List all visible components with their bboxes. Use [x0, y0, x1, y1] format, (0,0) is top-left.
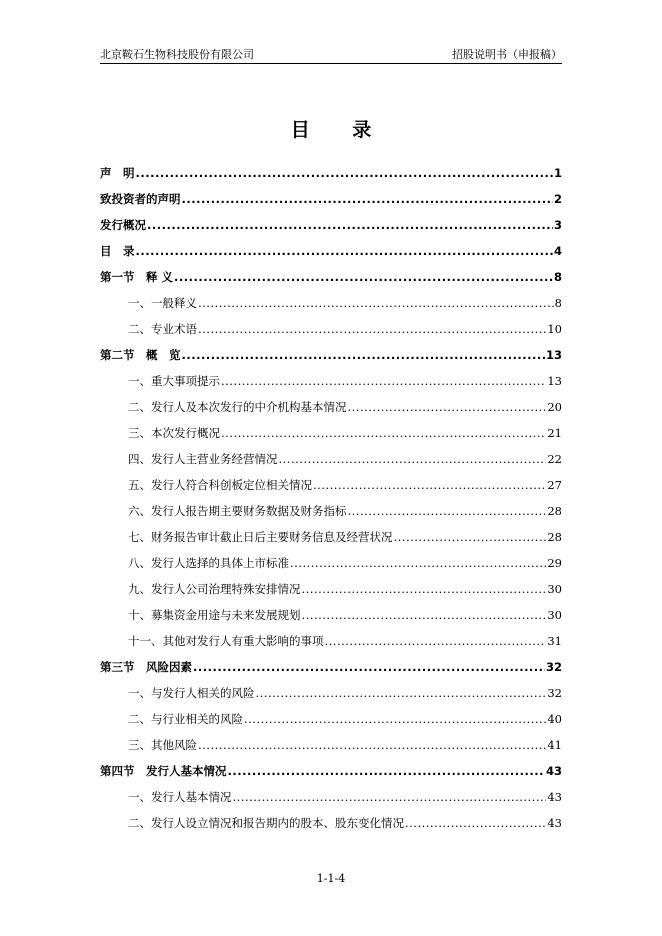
toc-entry-label: 第三节 风险因素: [100, 660, 192, 674]
toc-entry-label: 发行概况: [100, 218, 146, 232]
toc-entry-label: 一、发行人基本情况: [128, 790, 232, 804]
toc-entry-page: 20: [547, 400, 562, 414]
toc-entry-page: 2: [553, 192, 562, 206]
toc-dot-leader: [193, 657, 545, 677]
toc-entry[interactable]: [100, 761, 562, 787]
toc-dot-leader: [221, 371, 546, 391]
toc-entry-label: 声 明: [100, 166, 135, 180]
toc-entry-label: 目 录: [100, 244, 135, 258]
toc-entry-page: 13: [547, 374, 562, 388]
toc-entry[interactable]: [100, 631, 562, 657]
toc-entry-page: 28: [547, 530, 562, 544]
toc-entry-page: 30: [547, 582, 562, 596]
toc-entry[interactable]: [100, 735, 562, 761]
toc-entry-label: 十、募集资金用途与未来发展规划: [128, 608, 301, 622]
toc-entry-page: 3: [553, 218, 562, 232]
toc-entry-label: 二、发行人设立情况和报告期内的股本、股东变化情况: [128, 816, 404, 830]
toc-dot-leader: [244, 709, 546, 729]
toc-dot-leader: [221, 423, 546, 443]
toc-entry-page: 10: [547, 322, 562, 336]
toc-entry[interactable]: [100, 709, 562, 735]
toc-entry-label: 十一、其他对发行人有重大影响的事项: [128, 634, 324, 648]
toc-entry[interactable]: [100, 267, 562, 293]
header-doc-type: 招股说明书（申报稿）: [452, 48, 562, 61]
toc-entry-page: 28: [547, 504, 562, 518]
toc-entry[interactable]: [100, 449, 562, 475]
toc-dot-leader: [302, 605, 547, 625]
toc-entry[interactable]: [100, 527, 562, 553]
toc-entry-page: 32: [545, 660, 562, 674]
toc-entry[interactable]: [100, 501, 562, 527]
toc-entry-page: 29: [547, 556, 562, 570]
toc-dot-leader: [198, 735, 546, 755]
toc-entry-page: 27: [547, 478, 562, 492]
toc-entry-page: 8: [553, 270, 562, 284]
toc-entry[interactable]: [100, 683, 562, 709]
toc-entry-page: 13: [545, 348, 562, 362]
header-company: 北京鞍石生物科技股份有限公司: [100, 48, 254, 61]
toc-dot-leader: [394, 527, 547, 547]
toc-dot-leader: [325, 631, 547, 651]
toc-entry-page: 43: [547, 816, 562, 830]
toc-dot-leader: [147, 215, 553, 235]
toc-entry[interactable]: [100, 215, 562, 241]
toc-entry[interactable]: [100, 345, 562, 371]
toc-entry-label: 一、一般释义: [128, 296, 197, 310]
toc-entry[interactable]: [100, 813, 562, 839]
toc-entry[interactable]: [100, 163, 562, 189]
page-title: 目 录: [290, 119, 390, 141]
toc-entry-label: 三、本次发行概况: [128, 426, 220, 440]
toc-entry[interactable]: [100, 293, 562, 319]
toc-dot-leader: [279, 449, 547, 469]
toc-entry[interactable]: [100, 605, 562, 631]
toc-entry-label: 第四节 发行人基本情况: [100, 764, 227, 778]
page-header: [100, 48, 562, 64]
toc-entry-label: 八、发行人选择的具体上市标准: [128, 556, 289, 570]
toc-dot-leader: [302, 579, 547, 599]
toc-entry[interactable]: [100, 787, 562, 813]
toc-entry-page: 41: [547, 738, 562, 752]
toc-dot-leader: [198, 319, 546, 339]
toc-entry-label: 致投资者的声明: [100, 192, 181, 206]
toc-dot-leader: [313, 475, 546, 495]
toc-entry[interactable]: [100, 657, 562, 683]
toc-entry-page: 32: [547, 686, 562, 700]
toc-entry[interactable]: [100, 319, 562, 345]
toc-dot-leader: [198, 293, 554, 313]
toc-entry-page: 31: [547, 634, 562, 648]
toc-dot-leader: [228, 761, 545, 781]
toc-entry[interactable]: [100, 475, 562, 501]
toc-entry[interactable]: [100, 371, 562, 397]
toc-entry-page: 43: [547, 790, 562, 804]
table-of-contents: [100, 163, 562, 839]
toc-entry-label: 一、重大事项提示: [128, 374, 220, 388]
toc-entry-page: 22: [547, 452, 562, 466]
toc-entry-page: 21: [547, 426, 562, 440]
toc-dot-leader: [256, 683, 547, 703]
toc-dot-leader: [348, 501, 547, 521]
toc-dot-leader: [405, 813, 546, 833]
toc-dot-leader: [136, 163, 553, 183]
toc-dot-leader: [290, 553, 546, 573]
toc-entry[interactable]: [100, 189, 562, 215]
toc-entry-page: 4: [553, 244, 562, 258]
toc-entry-label: 四、发行人主营业务经营情况: [128, 452, 278, 466]
toc-dot-leader: [136, 241, 553, 261]
toc-dot-leader: [182, 189, 553, 209]
toc-entry-label: 七、财务报告审计截止日后主要财务信息及经营状况: [128, 530, 393, 544]
toc-dot-leader: [182, 345, 545, 365]
toc-entry-page: 1: [553, 166, 562, 180]
toc-entry[interactable]: [100, 553, 562, 579]
toc-entry-label: 九、发行人公司治理特殊安排情况: [128, 582, 301, 596]
toc-entry[interactable]: [100, 241, 562, 267]
toc-dot-leader: [174, 267, 553, 287]
toc-entry-label: 一、与发行人相关的风险: [128, 686, 255, 700]
toc-entry-label: 二、与行业相关的风险: [128, 712, 243, 726]
toc-entry-page: 8: [554, 296, 562, 310]
toc-dot-leader: [233, 787, 547, 807]
toc-entry-label: 五、发行人符合科创板定位相关情况: [128, 478, 312, 492]
toc-entry-page: 43: [545, 764, 562, 778]
toc-entry-label: 二、发行人及本次发行的中介机构基本情况: [128, 400, 347, 414]
toc-entry-page: 40: [547, 712, 562, 726]
toc-entry[interactable]: [100, 423, 562, 449]
toc-entry[interactable]: [100, 397, 562, 423]
toc-entry-label: 第二节 概 览: [100, 348, 181, 362]
header-divider: [100, 63, 562, 64]
toc-entry-label: 第一节 释 义: [100, 270, 174, 284]
toc-entry-label: 二、专业术语: [128, 322, 197, 336]
toc-entry-label: 三、其他风险: [128, 738, 197, 752]
toc-entry-label: 六、发行人报告期主要财务数据及财务指标: [128, 504, 347, 518]
toc-entry[interactable]: [100, 579, 562, 605]
toc-dot-leader: [348, 397, 547, 417]
page-number: 1-1-4: [316, 872, 346, 885]
toc-entry-page: 30: [547, 608, 562, 622]
